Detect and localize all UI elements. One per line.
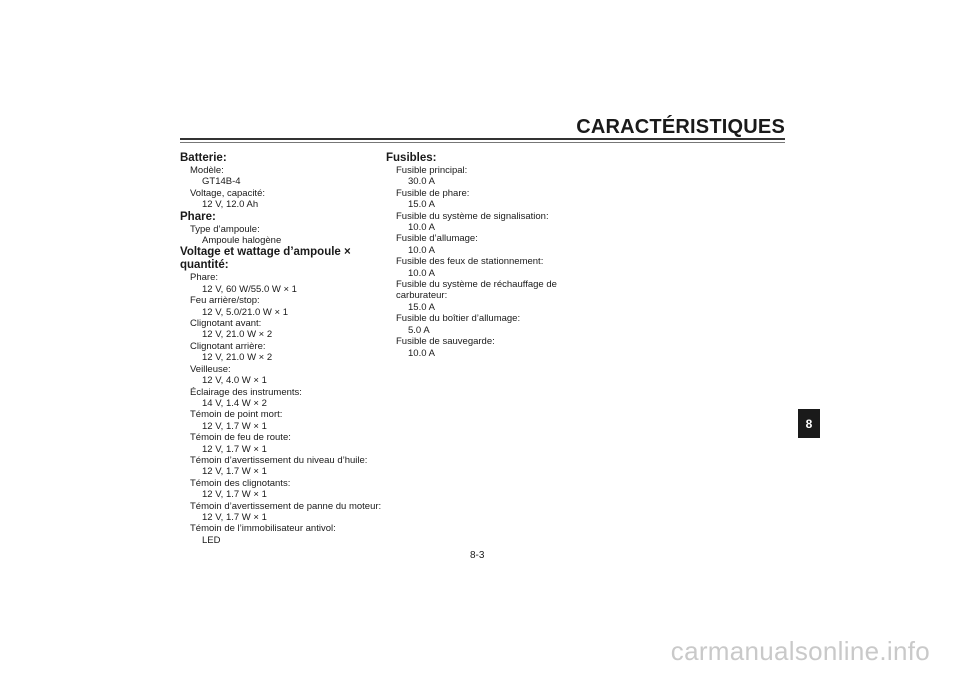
spec-label: Type d’ampoule:: [190, 223, 260, 235]
watermark: carmanualsonline.info: [670, 636, 930, 666]
spec-value: LED: [202, 534, 221, 546]
spec-value: 10.0 A: [408, 244, 435, 256]
spec-label: Phare:: [190, 272, 218, 284]
spec-value: 12 V, 1.7 W × 1: [202, 511, 267, 523]
spec-label: Fusible des feux de stationnement:: [396, 256, 544, 268]
spec-value: 12 V, 1.7 W × 1: [202, 489, 267, 501]
spec-value: 10.0 A: [408, 267, 435, 279]
page-title: CARACTÉRISTIQUES: [576, 116, 785, 138]
spec-label: Fusible du système de réchauffage de: [396, 279, 557, 291]
spec-label: Voltage, capacité:: [190, 187, 265, 199]
chapter-tab[interactable]: 8: [798, 409, 820, 438]
spec-value: 5.0 A: [408, 324, 430, 336]
section-heading: Voltage et wattage d’ampoule × quantité:: [180, 246, 351, 272]
spec-value: 30.0 A: [408, 176, 435, 188]
spec-label: Clignotant avant:: [190, 318, 262, 330]
header-rule-thin: [180, 142, 785, 143]
spec-value: 15.0 A: [408, 199, 435, 211]
spec-label: Fusible du système de signalisation:: [396, 210, 549, 222]
spec-value: 12 V, 1.7 W × 1: [202, 466, 267, 478]
spec-label: Modèle:: [190, 165, 224, 176]
spec-label-continued: carburateur:: [396, 290, 448, 302]
section-heading: Batterie:: [180, 152, 227, 164]
spec-label: Témoin de point mort:: [190, 409, 283, 421]
spec-label: Fusible de sauvegarde:: [396, 336, 495, 348]
spec-label: Fusible de phare:: [396, 187, 470, 199]
header-rule-thick: [180, 138, 785, 140]
spec-label: Clignotant arrière:: [190, 340, 266, 352]
spec-value: 12 V, 5.0/21.0 W × 1: [202, 306, 289, 318]
spec-label: Veilleuse:: [190, 363, 231, 375]
spec-value: 12 V, 4.0 W × 1: [202, 375, 267, 387]
spec-label: Feu arrière/stop:: [190, 295, 260, 307]
spec-label: Témoin d’avertissement de panne du moteur:: [190, 500, 382, 512]
spec-label: Témoin de feu de route:: [190, 432, 291, 444]
spec-label: Éclairage des instruments:: [190, 386, 302, 398]
spec-value: 15.0 A: [408, 301, 435, 313]
section-heading: Fusibles:: [386, 152, 437, 164]
spec-value: 10.0 A: [408, 347, 435, 359]
spec-value: 12 V, 21.0 W × 2: [202, 329, 273, 341]
spec-label: Témoin de l’immobilisateur antivol:: [190, 523, 336, 535]
left-spec-column: [180, 152, 380, 546]
spec-value: 12 V, 1.7 W × 1: [202, 420, 267, 432]
spec-value: 12 V, 1.7 W × 1: [202, 443, 267, 455]
spec-label: Fusible principal:: [396, 165, 468, 176]
spec-label: Témoin des clignotants:: [190, 477, 291, 489]
spec-label: Fusible d’allumage:: [396, 233, 478, 245]
spec-value: GT14B-4: [202, 176, 241, 188]
spec-value: 12 V, 12.0 Ah: [202, 199, 259, 211]
page-number: 8-3: [470, 550, 485, 561]
spec-label: Fusible du boîtier d’allumage:: [396, 313, 521, 325]
section-heading: Phare:: [180, 210, 216, 223]
right-spec-column: [386, 152, 586, 359]
spec-value: 14 V, 1.4 W × 2: [202, 397, 267, 409]
spec-value: 12 V, 60 W/55.0 W × 1: [202, 283, 297, 295]
spec-value: 10.0 A: [408, 222, 435, 234]
spec-value: Ampoule halogène: [202, 235, 282, 247]
spec-label: Témoin d’avertissement du niveau d’huile:: [190, 454, 368, 466]
spec-value: 12 V, 21.0 W × 2: [202, 352, 273, 364]
